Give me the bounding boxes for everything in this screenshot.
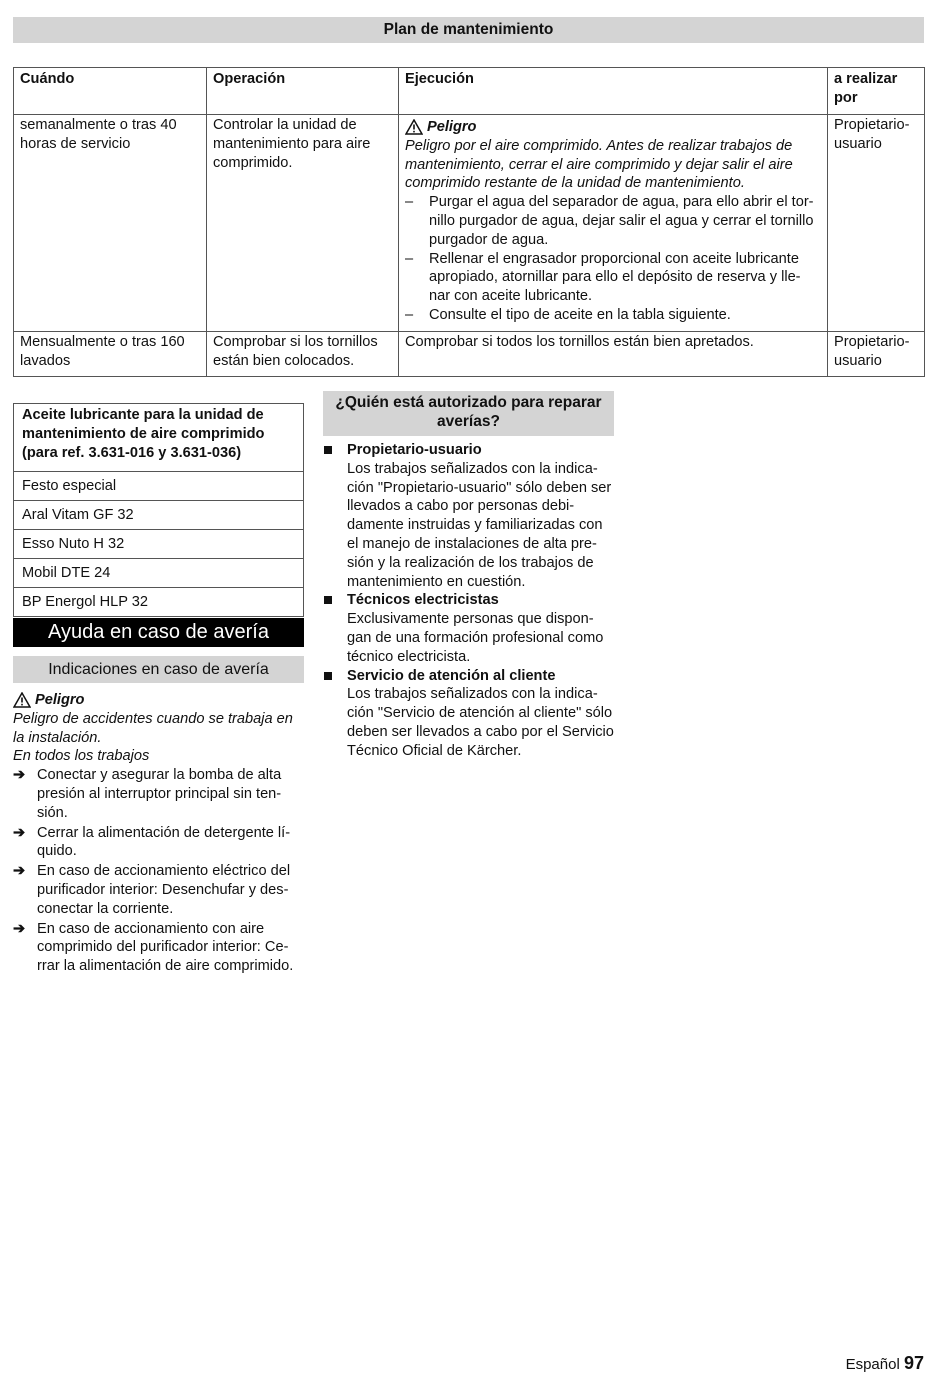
danger-heading xyxy=(13,691,304,710)
troubleshooting-notes xyxy=(13,689,304,977)
section-title: Ayuda en caso de avería xyxy=(13,618,304,647)
oil-table xyxy=(13,403,304,617)
step-text: Conectar y asegurar la bomba de alta presión al interruptor principal sin ten-sión. xyxy=(37,767,282,821)
subsection-title: Indicaciones en caso de avería xyxy=(13,656,304,683)
performer-cell: Propietario-usuario xyxy=(828,331,925,377)
list-item xyxy=(323,441,614,591)
step-text: En caso de accionamiento con aire comprimido del purificador interior: Ce-rrar la alimentación de aire comprimido. xyxy=(37,920,294,975)
header-cell: a realizar por xyxy=(828,68,925,115)
list-item xyxy=(13,766,304,822)
table-row: Esso Nuto H 32 xyxy=(14,530,304,559)
danger-label: Peligro xyxy=(427,119,477,135)
list-item xyxy=(13,920,304,976)
header-cell: Ejecución xyxy=(399,68,828,115)
table-row: Mobil DTE 24 xyxy=(14,559,304,588)
arrow-icon: ➔ xyxy=(13,920,26,937)
list-item xyxy=(13,824,304,862)
square-bullet-icon xyxy=(324,446,332,454)
all-works-label: En todos los trabajos xyxy=(13,748,150,765)
page-footer xyxy=(846,1354,924,1375)
authorized-persons xyxy=(323,441,614,761)
item-heading: Técnicos electricistas xyxy=(347,592,499,609)
operation-cell: Comprobar si los tornillos están bien colocados. xyxy=(207,331,399,377)
table-row: Festo especial xyxy=(14,472,304,501)
execution-cell: Comprobar si todos los tornillos están bien apretados. xyxy=(399,331,828,377)
danger-text: Peligro por el aire comprimido. Antes de realizar trabajos de mantenimiento, cerrar el aire comprimido y dejar salir el aire comprimido restante de la unidad de mantenimiento. xyxy=(405,137,793,192)
square-bullet-icon xyxy=(324,596,332,604)
step-text: En caso de accionamiento eléctrico del purificador interior: Desenchufar y des-conectar la corriente. xyxy=(37,863,291,917)
header-cell: Operación xyxy=(207,68,399,115)
plan-title: Plan de mantenimiento xyxy=(13,17,924,43)
page-number: 97 xyxy=(903,1353,924,1373)
header-cell: Cuándo xyxy=(14,68,207,115)
list-item: – Rellenar el engrasador proporcional con aceite lubricante apropiado, atornillar para ello el depósito de reserva y lle-nar con aceite lubricante. xyxy=(405,250,821,306)
maintenance-table xyxy=(13,67,925,377)
oil-table-header: Aceite lubricante para la unidad de mantenimiento de aire comprimido (para ref. 3.631-016 y 3.631-036) xyxy=(14,404,304,472)
table-row xyxy=(14,115,925,332)
when-cell: semanalmente o tras 40 horas de servicio xyxy=(14,115,207,332)
list-item xyxy=(323,591,614,666)
operation-cell: Controlar la unidad de mantenimiento para aire comprimido. xyxy=(207,115,399,332)
warning-icon xyxy=(13,692,31,708)
item-text: Los trabajos señalizados con la indica-ción "Propietario-usuario" sólo deben ser llevados a cabo por personas debi-damente instruidas y familiarizadas con el manejo de instalaciones de alta pre-sión y la realización de los trabajos de mantenimiento en cuestión. xyxy=(347,460,612,590)
step-list xyxy=(13,766,304,976)
list-item: – Purgar el agua del separador de agua, para ello abrir el tor-nillo purgador de agua, dejar salir el agua y cerrar el tornillo purgador de agua. xyxy=(405,193,821,249)
step-text: Cerrar la alimentación de detergente lí-quido. xyxy=(37,824,291,860)
table-header-row xyxy=(14,68,925,115)
item-text: Exclusivamente personas que dispon-gan de una formación profesional como técnico electricista. xyxy=(347,611,604,665)
execution-cell xyxy=(399,115,828,332)
table-row: Aral Vitam GF 32 xyxy=(14,501,304,530)
item-text: Los trabajos señalizados con la indica-ción "Servicio de atención al cliente" sólo deben ser llevados a cabo por el Servicio Técnico Oficial de Kärcher. xyxy=(347,686,614,759)
item-heading: Propietario-usuario xyxy=(347,442,482,458)
list-item: – Consulte el tipo de aceite en la tabla siguiente. xyxy=(405,306,821,325)
warning-icon xyxy=(405,119,423,135)
item-heading: Servicio de atención al cliente xyxy=(347,667,556,684)
danger-heading xyxy=(405,118,821,137)
table-row xyxy=(14,331,925,377)
danger-text: Peligro de accidentes cuando se trabaja en la instalación. xyxy=(13,710,293,746)
danger-label: Peligro xyxy=(35,692,85,708)
square-bullet-icon xyxy=(324,672,332,680)
list-item xyxy=(13,862,304,918)
step-list xyxy=(405,193,821,325)
arrow-icon: ➔ xyxy=(13,824,26,841)
performer-cell: Propietario-usuario xyxy=(828,115,925,332)
list-item xyxy=(323,667,614,761)
when-cell: Mensualmente o tras 160 lavados xyxy=(14,331,207,377)
arrow-icon: ➔ xyxy=(13,767,26,784)
footer-language: Español xyxy=(845,1356,900,1373)
arrow-icon: ➔ xyxy=(13,863,26,880)
subsection-title: ¿Quién está autorizado para reparar averías? xyxy=(323,391,614,436)
table-row: BP Energol HLP 32 xyxy=(14,588,304,617)
